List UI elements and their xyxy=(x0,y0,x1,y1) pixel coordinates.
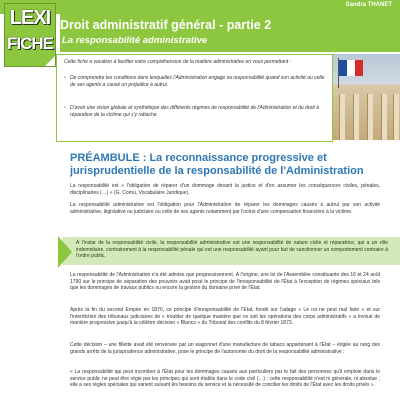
building-column xyxy=(353,94,359,140)
paragraph-empire: Après la fin du second Empire en 1870, ce principe d'irresponsabilité de l'État, fondé sur l'adage « Le roi ne peut mal faire » et sur l'interdiction des tribunaux judiciaires de « troubler de quelque manière que ce soit les opérations des corps administratifs » a évolué de manière progressive jusqu'à la célèbre décision « Blanco » du Tribunal des conflits du 8 février 1873. xyxy=(70,307,380,326)
french-flag-building-photo xyxy=(333,54,400,140)
subtitle: La responsabilité administrative xyxy=(62,35,208,46)
arrow-icon xyxy=(58,236,72,268)
paragraph-quote: « La responsabilité qui peut incomber à l'État pour les dommages causés aux particuliers par le fait des personnes qu'il emploie dans le service public ne peut être régie par les principes qui sont établis dans le code civil (…) ; cette responsabilité n'est ni générale, ni absolue ; elle a ses règles spéciales qui varient suivant les besoins du service et la nécessité de concilier les droits de l'État avec les droits privés ». xyxy=(70,369,380,388)
building-column xyxy=(339,94,345,140)
top-band xyxy=(0,0,400,14)
objectives-box xyxy=(56,54,333,142)
paragraph-history: La responsabilité de l'Administration n'a été admise que progressivement. À l'origine, une loi de l'Assemblée constituante des 16 et 24 août 1790 sur le principe de séparation des pouvoirs avait posé le principe de l'irresponsabilité de l'État à l'exception de régimes spéciaux tels que les dommages de travaux publics ou encore la gestion du domaine privé de l'État. xyxy=(70,272,380,291)
preamble-title: PRÉAMBULE : La reconnaissance progressive et jurisprudentielle de la responsabilité de l'Administration xyxy=(70,152,364,177)
main-title: Droit administratif général - partie 2 xyxy=(60,18,272,32)
objectives-intro: Cette fiche a vocation à faciliter votre compréhension de la matière administrative en vous permettant : xyxy=(64,59,292,65)
logo-line1: LEXI xyxy=(9,7,51,29)
logo-line2: FICHE xyxy=(7,34,53,53)
building-column xyxy=(393,94,399,140)
paragraph-definition: La responsabilité est « l'obligation de réparer d'un dommage devant la justice et d'en assumer les conséquences civiles, pénales, disciplinaires (…) » (G. Cornu, Vocabulaire Juridique). xyxy=(70,183,380,196)
objective-item: • D'avoir une vision globale et synthétique des différents régimes de responsabilité de l'Administration et du droit à réparation de la victime qui s'y rattache. xyxy=(64,105,326,119)
french-flag-icon xyxy=(339,60,363,76)
logo-fold-corner xyxy=(45,56,55,66)
header xyxy=(0,0,400,150)
objective-item: • De comprendre les conditions dans lesquelles l'Administration engage sa responsabilité quand son activité ou celle de ses agents a causé un préjudice à autrui. xyxy=(64,75,326,89)
lexifiche-logo xyxy=(4,3,56,67)
building-column xyxy=(367,94,373,140)
author-name: Sandra THANET xyxy=(345,2,392,8)
paragraph-admin-definition: La responsabilité administrative est l'obligation pour l'Administration de réparer les dommages causés à autrui par son activité administrative, législative ou judiciaire ou celle de ses agents notamment par l'octroi d'une compensation financière à la victime. xyxy=(70,202,380,215)
highlight-text: À l'instar de la responsabilité civile, la responsabilité administrative est une responsabilité de nature civile et réparatrice, qui a un rôle indemnitaire, contrairement à la responsabilité pénale qui est une responsabilité ayant pour but de sanctionner un comportement contraire à l'ordre public. xyxy=(76,240,388,259)
building-column xyxy=(381,94,387,140)
paragraph-blanco: Cette décision – une fillette avait été renversée par un wagonnet d'une manufacture de tabacs appartenant à l'État – érigée au rang des grands arrêts de la jurisprudence administrative, pose le principe de l'autonomie du droit de la responsabilité administrative : xyxy=(70,342,380,355)
